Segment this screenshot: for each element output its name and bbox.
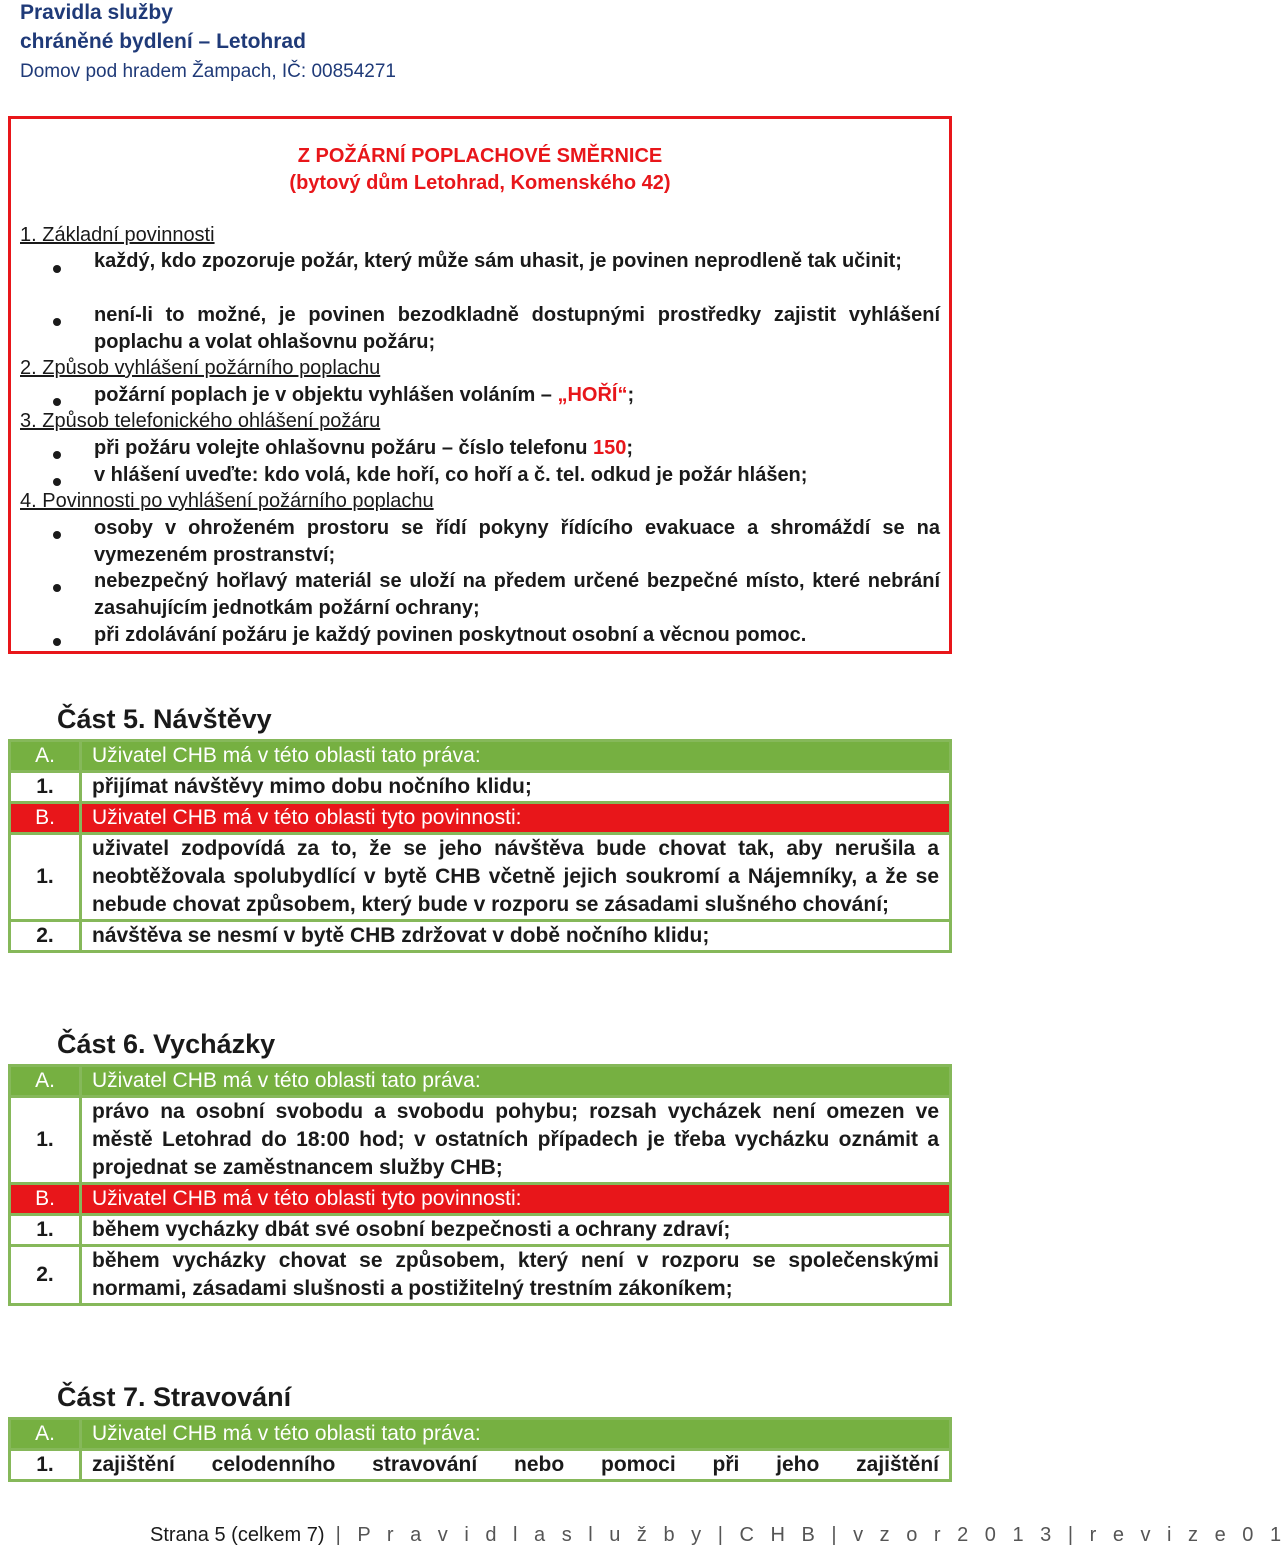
fire-directive-title: Z POŽÁRNÍ POPLACHOVÉ SMĚRNICE — [297, 145, 663, 167]
part5-title: Část 5. Návštěvy — [57, 704, 272, 734]
bullet-icon — [53, 531, 61, 539]
row-text: právo na osobní svobodu a svobodu pohybu; rozsah vycházek není omezen ve městě Letohrad do 18:00 hod; v ostatních případech je třeba vycházku oznámit a projednat se zaměstnancem služby CHB; — [81, 1097, 951, 1184]
row-text: Uživatel CHB má v této oblasti tyto povinnosti: — [81, 803, 951, 834]
bullet-item: v hlášení uveďte: kdo volá, kde hoří, co hoří a č. tel. odkud je požár hlášen; — [94, 464, 808, 486]
row-text: Uživatel CHB má v této oblasti tato práva: — [81, 1419, 951, 1450]
bullet-icon — [53, 478, 61, 486]
table-row — [10, 1246, 951, 1305]
part6-table — [8, 1064, 952, 1306]
row-text: během vycházky dbát své osobní bezpečnosti a ochrany zdraví; — [81, 1215, 951, 1246]
row-label: A. — [10, 741, 81, 772]
section-duties-after-alarm: 4. Povinnosti po vyhlášení požárního poplachu — [20, 490, 434, 512]
table-row — [10, 1215, 951, 1246]
bullet-icon — [53, 638, 61, 646]
table-row — [10, 803, 951, 834]
row-label: A. — [10, 1419, 81, 1450]
phone-number: 150 — [592, 437, 627, 459]
part5-table — [8, 739, 952, 953]
table-row — [10, 1450, 951, 1481]
alarm-word: „HOŘÍ“ — [557, 384, 628, 406]
part7-table — [8, 1417, 952, 1482]
bullet-text: požární poplach je v objektu vyhlášen voláním – — [94, 384, 558, 406]
part6-title: Část 6. Vycházky — [57, 1029, 276, 1059]
table-row — [10, 1097, 951, 1184]
bullet-item — [94, 435, 940, 462]
bullet-text-end: ; — [627, 384, 635, 406]
table-row — [10, 921, 951, 952]
row-number: 2. — [10, 921, 81, 952]
footer-page-total: 7 — [306, 1524, 318, 1546]
bullet-item — [94, 382, 940, 409]
header-organization: Domov pod hradem Žampach, IČ: 00854271 — [20, 61, 396, 82]
row-label: A. — [10, 1066, 81, 1097]
row-text: návštěva se nesmí v bytě CHB zdržovat v době nočního klidu; — [81, 921, 951, 952]
row-text: uživatel zodpovídá za to, že se jeho návštěva bude chovat tak, aby nerušila a neobtěžovala spolubydlící v bytě CHB včetně jejich soukromí a Nájemníky, a že se nebude chovat způsobem, který bude v rozporu se zásadami slušného chování; — [81, 834, 951, 921]
bullet-icon — [53, 398, 61, 406]
footer-total-label: (celkem — [225, 1524, 307, 1546]
row-number: 1. — [10, 834, 81, 921]
bullet-item: osoby v ohroženém prostoru se řídí pokyny řídícího evakuace a shromáždí se na vymezeném prostranství; — [94, 517, 940, 566]
table-row — [10, 1066, 951, 1097]
footer-page-label: Strana — [150, 1524, 215, 1546]
table-row — [10, 834, 951, 921]
bullet-item: při zdolávání požáru je každý povinen poskytnout osobní a věcnou pomoc. — [94, 624, 807, 646]
table-row — [10, 1184, 951, 1215]
row-number: 1. — [10, 1097, 81, 1184]
bullet-icon — [53, 584, 61, 592]
row-label: B. — [10, 803, 81, 834]
row-text: Uživatel CHB má v této oblasti tato práva: — [81, 1066, 951, 1097]
section-alarm-announcement: 2. Způsob vyhlášení požárního poplachu — [20, 357, 381, 379]
bullet-item: není-li to možné, je povinen bezodkladně dostupnými prostředky zajistit vyhlášení poplachu a volat ohlašovnu požáru; — [94, 304, 940, 353]
row-text: během vycházky chovat se způsobem, který není v rozporu se společenskými normami, zásadami slušnosti a postižitelný trestním zákoníkem; — [81, 1246, 951, 1305]
footer-page-close: ) — [317, 1524, 325, 1546]
bullet-icon — [53, 265, 61, 273]
row-label: B. — [10, 1184, 81, 1215]
table-row — [10, 1419, 951, 1450]
table-row — [10, 741, 951, 772]
row-number: 2. — [10, 1246, 81, 1305]
bullet-text-end: ; — [626, 437, 634, 459]
row-text: přijímat návštěvy mimo dobu nočního klidu; — [81, 772, 951, 803]
bullet-item: nebezpečný hořlavý materiál se uloží na předem určené bezpečné místo, které nebrání zasahujícím jednotkám požární ochrany; — [94, 570, 940, 619]
footer-page-number: 5 — [214, 1524, 226, 1546]
header-title: Pravidla služby — [20, 1, 173, 24]
section-phone-report: 3. Způsob telefonického ohlášení požáru — [20, 410, 381, 432]
fire-directive-address: (bytový dům Letohrad, Komenského 42) — [289, 172, 671, 194]
table-row — [10, 772, 951, 803]
page-footer — [150, 1521, 1287, 1549]
bullet-icon — [53, 451, 61, 459]
row-text: Uživatel CHB má v této oblasti tyto povinnosti: — [81, 1184, 951, 1215]
header-subtitle: chráněné bydlení – Letohrad — [20, 30, 306, 53]
section-basic-duties: 1. Základní povinnosti — [20, 224, 215, 246]
row-text: Uživatel CHB má v této oblasti tato práva: — [81, 741, 951, 772]
part7-title: Část 7. Stravování — [57, 1382, 292, 1412]
row-number: 1. — [10, 1450, 81, 1481]
bullet-text: při požáru volejte ohlašovnu požáru – číslo telefonu — [94, 437, 593, 459]
bullet-icon — [53, 318, 61, 326]
footer-document-name: | P r a v i d l a s l u ž b y | C H B | v z o r 2 0 1 3 | r e v i z e 0 1 — [324, 1524, 1287, 1546]
bullet-item: každý, kdo zpozoruje požár, který může sám uhasit, je povinen neprodleně tak učinit; — [94, 250, 902, 272]
row-number: 1. — [10, 1215, 81, 1246]
row-number: 1. — [10, 772, 81, 803]
row-text: zajištění celodenního stravování nebo pomoci při jeho zajištění — [81, 1450, 951, 1481]
